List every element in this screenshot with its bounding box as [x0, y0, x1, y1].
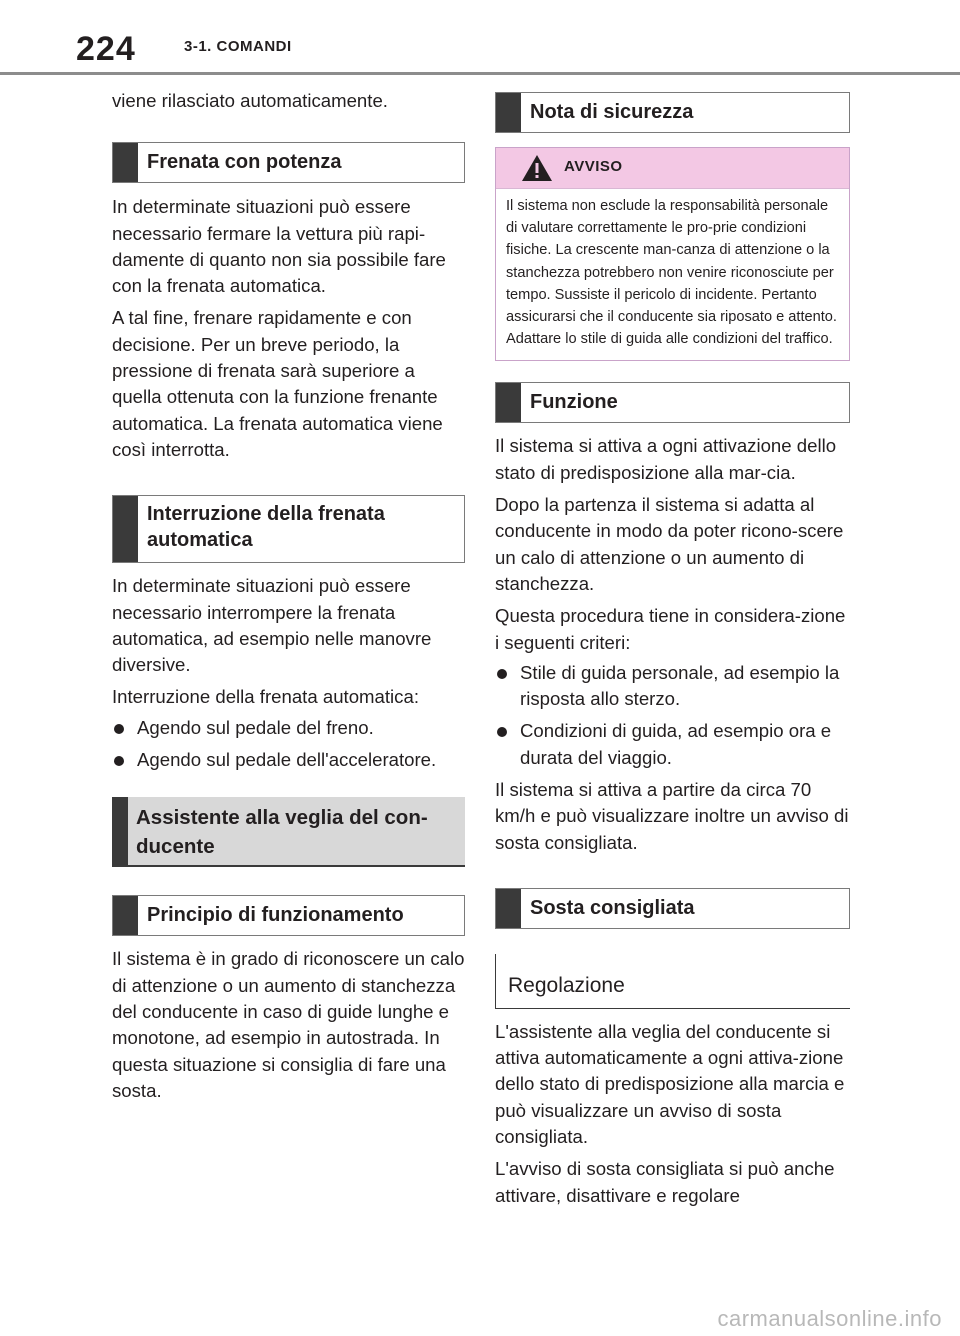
heading-bar [112, 797, 128, 865]
heading-text: Interruzione della frenata automatica [147, 503, 385, 552]
heading-text: Principio di funzionamento [147, 904, 404, 927]
chapter-title: Assistente alla veglia del con-ducente [136, 806, 428, 859]
heading-bar [496, 93, 521, 132]
header-rule [0, 72, 960, 75]
bullet-list [112, 715, 465, 774]
paragraph: A tal fine, frenare rapidamente e con decisione. Per un breve periodo, la pressione di frenata sarà superiore a quella ottenuta con la funzione frenante automatica. La frenata automatica viene così interrotta. [112, 307, 443, 460]
heading-bar [113, 143, 138, 182]
paragraph: Questa procedura tiene in considera-zione i seguenti criteri: [495, 605, 846, 653]
chapter-rule [112, 865, 465, 867]
paragraph: L'avviso di sosta consigliata si può anche attivare, disattivare e regolare [495, 1158, 835, 1206]
list-item: Agendo sul pedale dell'acceleratore. [112, 747, 465, 773]
heading-frenata-con-potenza [112, 142, 465, 183]
section-label: 3-1. COMANDI [184, 38, 292, 55]
warning-header [496, 148, 849, 189]
page-number: 224 [76, 30, 136, 68]
page-footer [0, 1298, 960, 1336]
page-header [0, 0, 960, 80]
bullet-icon [114, 724, 124, 734]
paragraph: In determinate situazioni può essere necessario interrompere la frenata automatica, ad esempio nelle manovre diversive. [112, 575, 432, 676]
warning-text: Il sistema non esclude la responsabilità personale di valutare correttamente le pro-prie condizioni fisiche. La crescente man-canza di attenzione o la stanchezza potrebbero non venire riconosciute per tempo. Sussiste il pericolo di incidente. Pertanto assicurarsi che il conducente sia riposato e attento. Adattare lo stile di guida alle condizioni del traffico. [506, 198, 837, 348]
bullet-icon [497, 727, 507, 737]
bullet-list [495, 660, 850, 771]
subheading-regolazione: Regolazione [495, 954, 850, 1009]
warning-triangle-icon [521, 154, 553, 182]
bullet-icon [497, 669, 507, 679]
warning-box [495, 147, 850, 361]
heading-bar [113, 496, 138, 562]
paragraph: Interruzione della frenata automatica: [112, 686, 419, 708]
paragraph: L'assistente alla veglia del conducente si attiva automaticamente a ogni attiva-zione dello stato di predisposizione alla marcia e può visualizzare un avviso di sosta consigliata. [495, 1020, 845, 1148]
paragraph: Il sistema è in grado di riconoscere un calo di attenzione o un aumento di stanchezza del conducente in caso di guide lunghe e monotone, ad esempio in autostrada. In questa situazione si consiglia di fare una sosta. [112, 948, 465, 1101]
paragraph: Il sistema si attiva a partire da circa 70 km/h e può visualizzare inoltre un avviso di sosta consigliata. [495, 778, 849, 853]
heading-funzione [495, 382, 850, 423]
heading-text: Funzione [530, 391, 618, 414]
heading-bar [496, 383, 521, 422]
paragraph: Dopo la partenza il sistema si adatta al conducente in modo da poter ricono-scere un calo di attenzione o un aumento di stanchezza. [495, 494, 844, 594]
heading-bar [496, 889, 521, 928]
warning-title: AVVISO [564, 158, 623, 175]
bullet-icon [114, 756, 124, 766]
heading-bar [113, 896, 138, 935]
heading-text: Frenata con potenza [147, 151, 342, 174]
left-column [112, 80, 465, 1104]
list-item: Agendo sul pedale del freno. [112, 715, 465, 741]
list-item: Condizioni di guida, ad esempio ora e durata del viaggio. [495, 718, 850, 771]
list-item: Stile di guida personale, ad esempio la risposta allo sterzo. [495, 660, 850, 713]
right-column [495, 80, 850, 1209]
heading-interruzione [112, 495, 465, 563]
paragraph: Il sistema si attiva a ogni attivazione dello stato di predisposizione alla mar-cia. [495, 435, 837, 483]
paragraph: In determinate situazioni può essere necessario fermare la vettura più rapi-damente di quanto non sia possibile fare con la frenata automatica. [112, 196, 446, 297]
chapter-heading [112, 797, 465, 865]
heading-principio [112, 895, 465, 936]
heading-text: Sosta consigliata [530, 896, 695, 919]
intro-text: viene rilasciato automaticamente. [112, 90, 388, 111]
heading-sosta-consigliata [495, 888, 850, 929]
watermark: carmanualsonline.info [717, 1306, 942, 1331]
heading-text: Nota di sicurezza [530, 101, 694, 123]
heading-nota-di-sicurezza [495, 92, 850, 133]
